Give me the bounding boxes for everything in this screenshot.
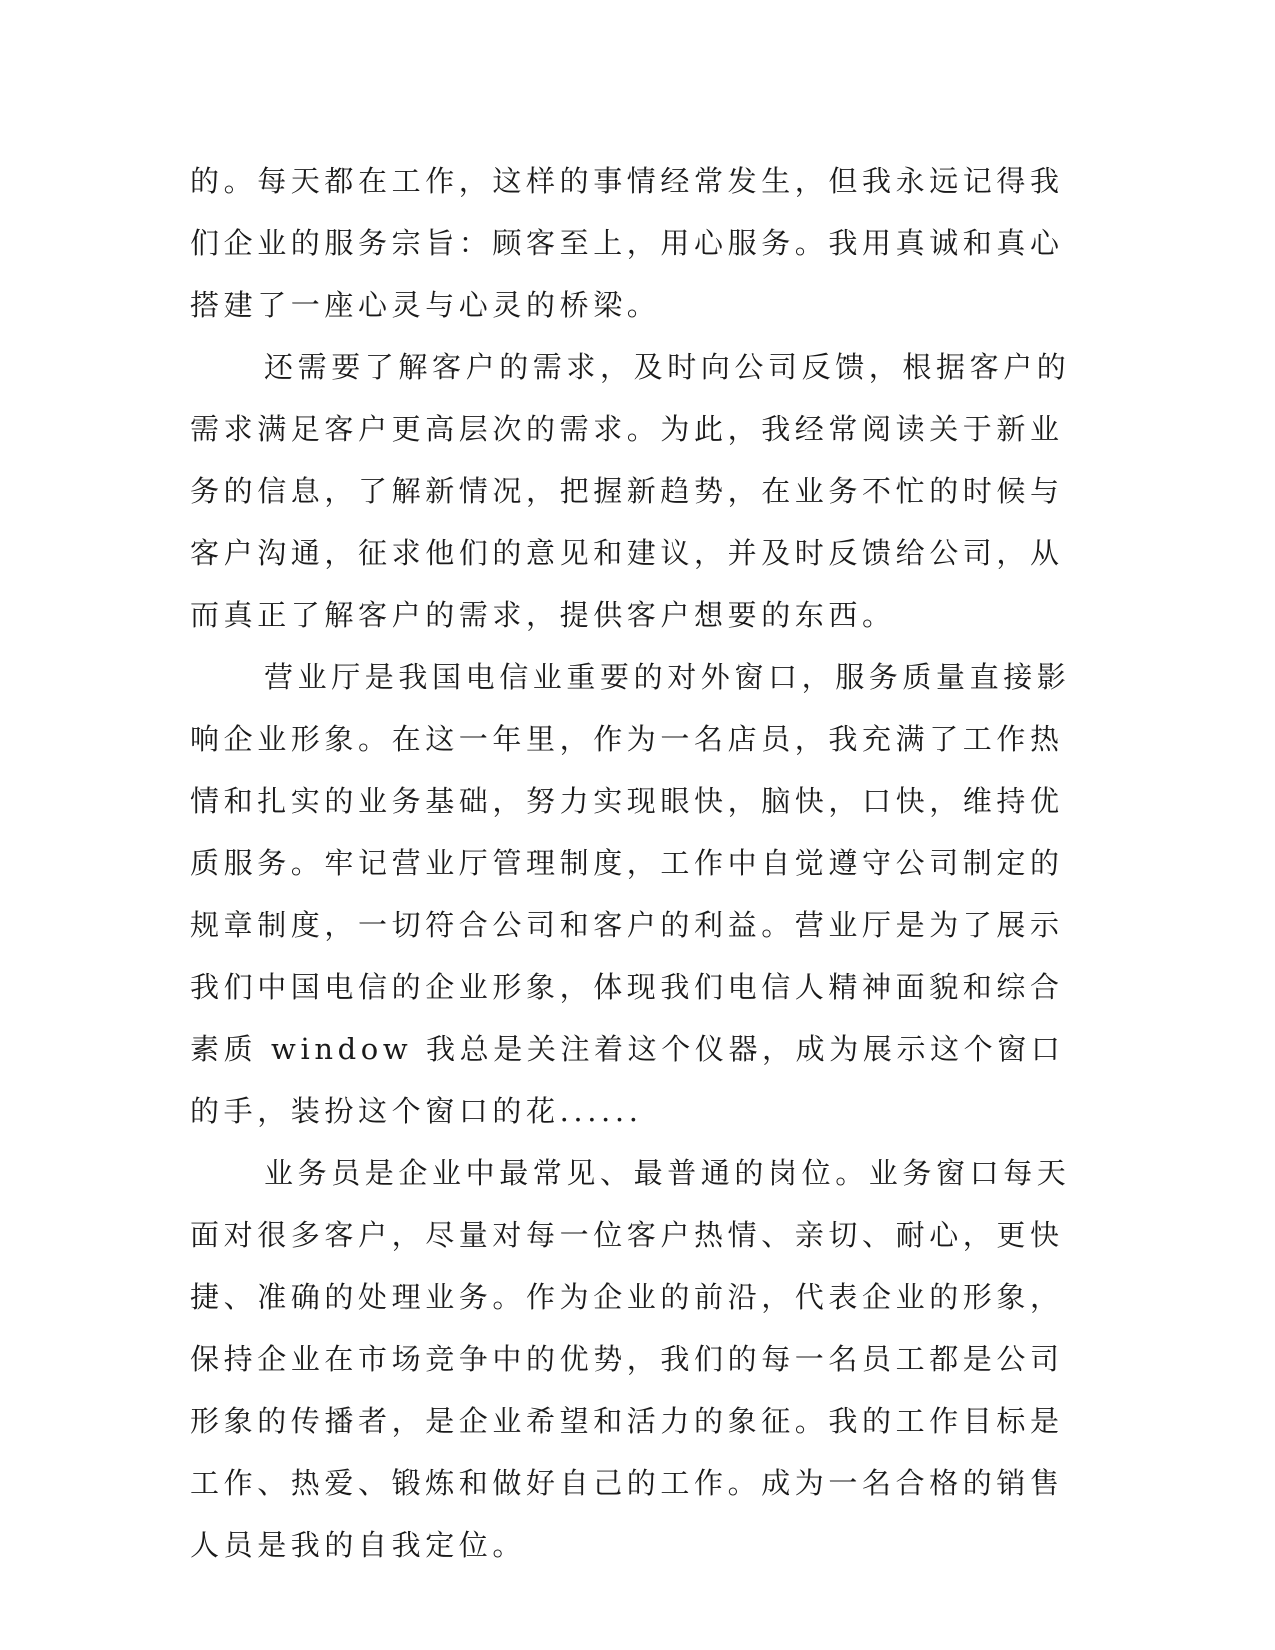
paragraph-continuation: 的。每天都在工作，这样的事情经常发生，但我永远记得我们企业的服务宗旨：顾客至上，用心服务。我用真诚和真心搭建了一座心灵与心灵的桥梁。 [190, 164, 1064, 322]
document-body [190, 150, 1080, 1576]
paragraph-customer-needs: 还需要了解客户的需求，及时向公司反馈，根据客户的需求满足客户更高层次的需求。为此，我经常阅读关于新业务的信息，了解新情况，把握新趋势，在业务不忙的时候与客户沟通，征求他们的意见和建议，并及时反馈给公司，从而真正了解客户的需求，提供客户想要的东西。 [190, 350, 1071, 632]
paragraph-salesperson: 业务员是企业中最常见、最普通的岗位。业务窗口每天面对很多客户，尽量对每一位客户热情、亲切、耐心，更快捷、准确的处理业务。作为企业的前沿，代表企业的形象，保持企业在市场竞争中的优势，我们的每一名员工都是公司形象的传播者，是企业希望和活力的象征。我的工作目标是工作、热爱、锻炼和做好自己的工作。成为一名合格的销售人员是我的自我定位。 [190, 1156, 1071, 1562]
paragraph-business-hall: 营业厅是我国电信业重要的对外窗口，服务质量直接影响企业形象。在这一年里，作为一名店员，我充满了工作热情和扎实的业务基础，努力实现眼快，脑快，口快，维持优质服务。牢记营业厅管理制度，工作中自觉遵守公司制定的规章制度，一切符合公司和客户的利益。营业厅是为了展示我们中国电信的企业形象，体现我们电信人精神面貌和综合素质 window 我总是关注着这个仪器，成为展示这个窗口的手，装扮这个窗口的花...... [190, 660, 1071, 1128]
